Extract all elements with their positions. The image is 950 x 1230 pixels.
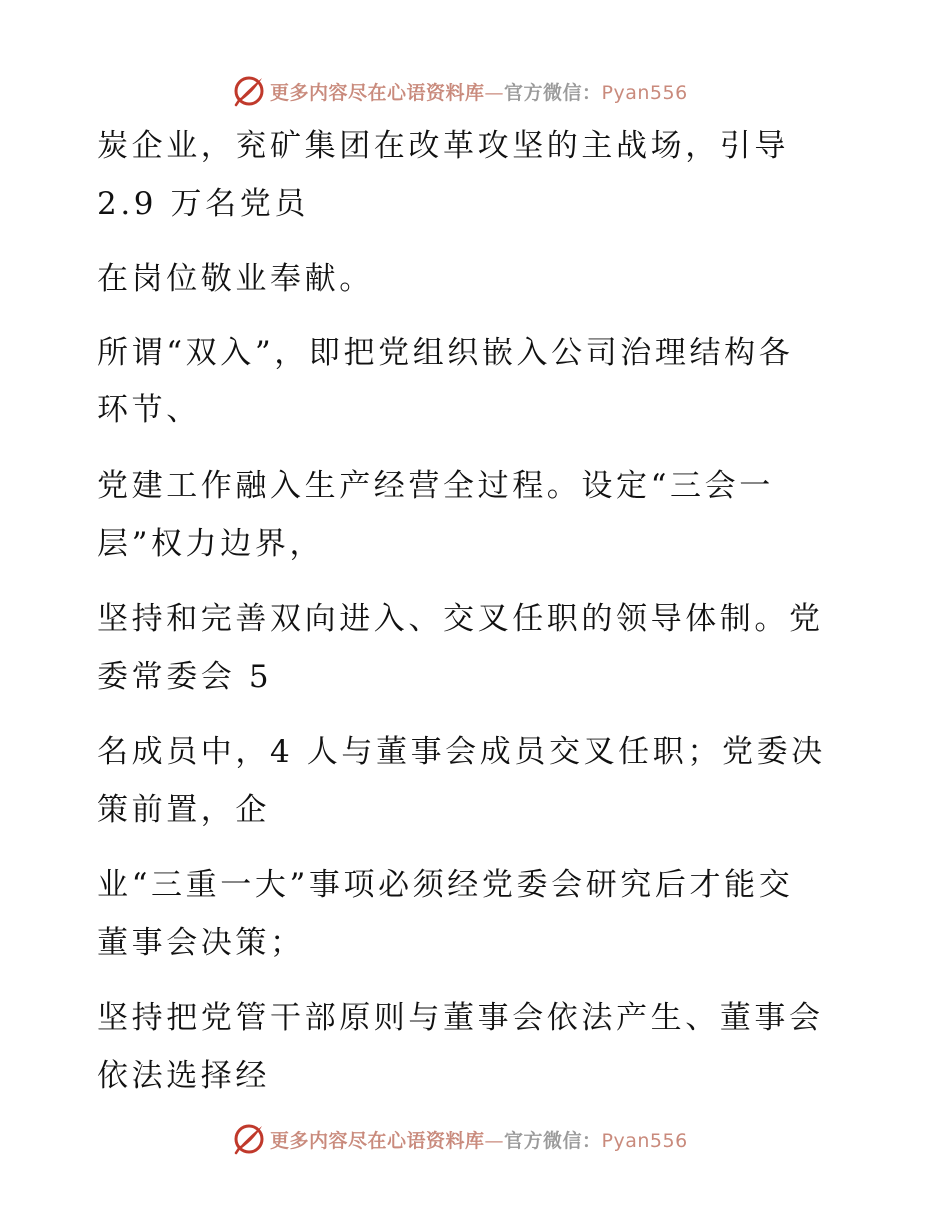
text-line: 层”权力边界， — [97, 526, 325, 562]
text-line: 委常委会 5 — [97, 659, 273, 695]
text-line: 环节、 — [97, 392, 201, 428]
watermark-wechat-id: Pyan556 — [601, 81, 688, 104]
text-line: 党建工作融入生产经营全过程。设定“三会一 — [97, 468, 774, 504]
text-line: 2.9 万名党员 — [97, 186, 309, 222]
footer-watermark — [232, 1121, 722, 1157]
quill-logo-icon — [232, 1122, 266, 1156]
text-line: 炭企业，兖矿集团在改革攻坚的主战场，引导 — [97, 128, 789, 164]
watermark-text — [270, 78, 688, 105]
header-watermark — [232, 73, 722, 109]
text-line: 策前置，企 — [97, 792, 270, 828]
text-line: 坚持和完善双向进入、交叉任职的领导体制。党 — [97, 601, 824, 637]
text-line: 坚持把党管干部原则与董事会依法产生、董事会 — [97, 1000, 824, 1036]
text-line: 名成员中，4 人与董事会成员交叉任职；党委决 — [97, 734, 826, 770]
text-line: 所谓“双入”，即把党组织嵌入公司治理结构各 — [97, 335, 794, 371]
watermark-dash: — — [484, 81, 505, 104]
text-line: 在岗位敬业奉献。 — [97, 261, 374, 297]
watermark-brand: 更多内容尽在心语资料库 — [270, 81, 485, 104]
watermark-wechat-id: Pyan556 — [601, 1129, 688, 1152]
watermark-wechat-label: 官方微信： — [504, 1129, 602, 1152]
text-line: 董事会决策； — [97, 925, 305, 961]
watermark-text — [270, 1126, 688, 1153]
text-line: 依法选择经 — [97, 1058, 270, 1094]
watermark-dash: — — [484, 1129, 505, 1152]
text-line: 业“三重一大”事项必须经党委会研究后才能交 — [97, 867, 794, 903]
watermark-wechat-label: 官方微信： — [504, 81, 602, 104]
quill-logo-icon — [232, 74, 266, 108]
watermark-brand: 更多内容尽在心语资料库 — [270, 1129, 485, 1152]
